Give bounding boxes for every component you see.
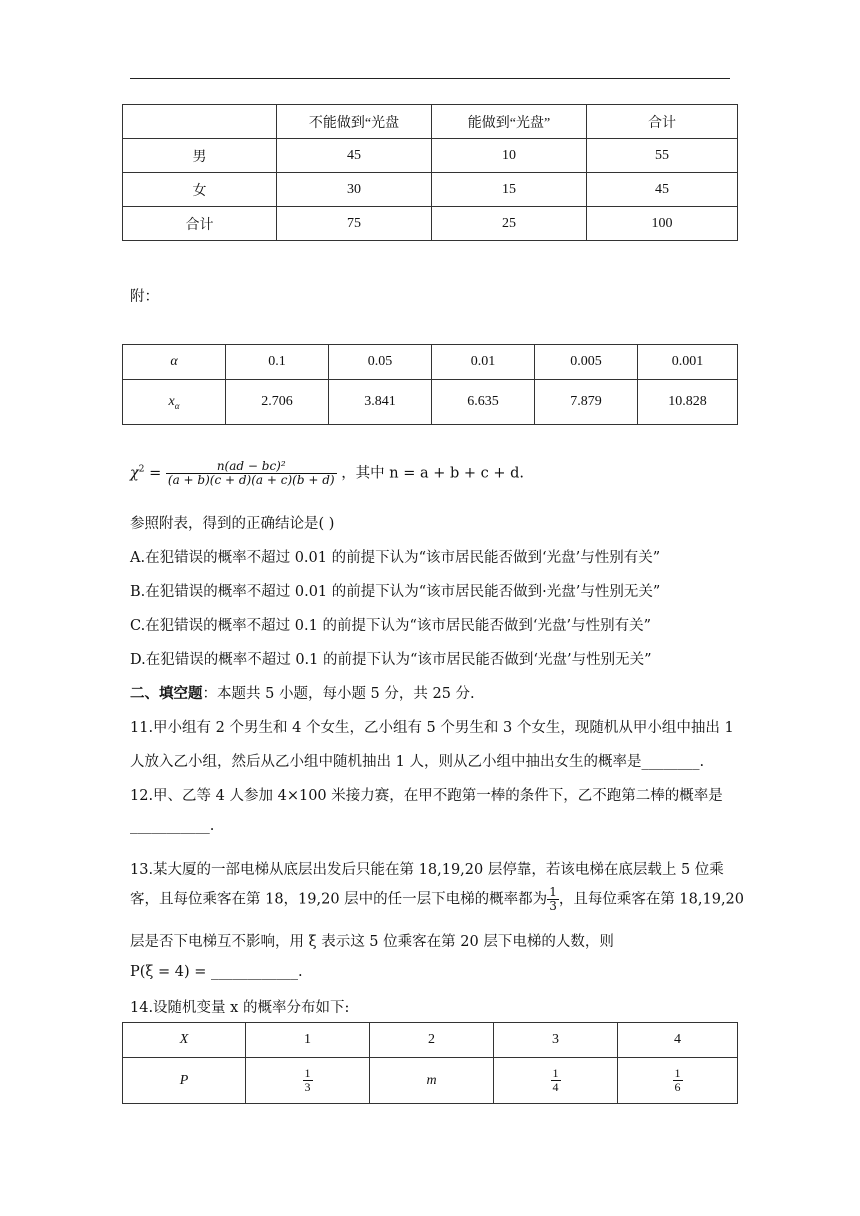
fraction-numerator: 1 (552, 1066, 559, 1080)
table-cell (618, 1058, 738, 1104)
table-row (123, 1023, 738, 1058)
fraction-denominator: 6 (674, 1080, 681, 1094)
table-cell (494, 1058, 618, 1104)
table-row (123, 345, 738, 380)
table-header-row (123, 105, 738, 139)
section-desc: ：本题共 5 小题，每小题 5 分，共 25 分. (202, 686, 475, 702)
table-cell: 女 (123, 173, 277, 207)
fraction (673, 1067, 683, 1094)
fraction-denominator: 3 (304, 1080, 311, 1094)
q13-line3: 层是否下电梯互不影响，用 ξ 表示这 5 位乘客在第 20 层下电梯的人数，则 (130, 934, 614, 950)
formula-numerator: n(ad − bc)² (166, 460, 337, 474)
q12-line1: 12.甲、乙等 4 人参加 4×100 米接力赛，在甲不跑第一棒的条件下，乙不跑第二棒的概率是 (130, 788, 723, 804)
table-cell: 0.005 (535, 345, 638, 380)
table-cell: 1 (246, 1023, 370, 1058)
fraction (303, 1067, 313, 1094)
x-row-label: X (123, 1023, 246, 1058)
q13-line4: P(ξ = 4) = ____________. (130, 964, 303, 980)
q13-line1: 13.某大厦的一部电梯从底层出发后只能在第 18,19,20 层停靠，若该电梯在底层载上 5 位乘 (130, 862, 724, 878)
alpha-label: α (123, 345, 226, 380)
option-b: B.在犯错误的概率不超过 0.01 的前提下认为“该市居民能否做到·光盘’与性别无关” (130, 584, 661, 600)
table-cell: 10.828 (638, 380, 738, 425)
q14-stem: 14.设随机变量 x 的概率分布如下: (130, 1000, 350, 1016)
table-cell: 30 (277, 173, 432, 207)
table-header-cell: 合计 (587, 105, 738, 139)
fraction (551, 1067, 561, 1094)
table-cell: 25 (432, 207, 587, 241)
table-row (123, 139, 738, 173)
formula-denominator: (a + b)(c + d)(a + c)(b + d) (167, 473, 335, 487)
x-label-sub: α (174, 400, 180, 411)
section-heading (130, 682, 475, 703)
question-stem: 参照附表，得到的正确结论是( ) (130, 516, 335, 532)
table-cell: 男 (123, 139, 277, 173)
q11-line1: 11.甲小组有 2 个男生和 4 个女生，乙小组有 5 个男生和 3 个女生，现随机从甲小组中抽出 1 (130, 720, 734, 736)
table-header-cell: 不能做到“光盘 (277, 105, 432, 139)
q13-line2-b: ，且每位乘客在第 18,19,20 (558, 891, 745, 908)
table-cell: 55 (587, 139, 738, 173)
table-cell: 75 (277, 207, 432, 241)
chi-symbol: χ (130, 465, 139, 482)
table-cell: 4 (618, 1023, 738, 1058)
fraction-numerator: 1 (674, 1066, 681, 1080)
table-cell: 0.1 (226, 345, 329, 380)
table-cell: 6.635 (432, 380, 535, 425)
table-cell (123, 105, 277, 139)
table-cell: 2 (370, 1023, 494, 1058)
q13-line2 (130, 886, 744, 913)
table-cell: 45 (277, 139, 432, 173)
appendix-label: 附： (130, 289, 159, 305)
p-row-label: P (123, 1058, 246, 1104)
table-cell: 2.706 (226, 380, 329, 425)
table-cell (246, 1058, 370, 1104)
equals-sign: = (144, 465, 166, 482)
table-cell: 合计 (123, 207, 277, 241)
fraction-numerator: 1 (304, 1066, 311, 1080)
option-c: C.在犯错误的概率不超过 0.1 的前提下认为“该市居民能否做到‘光盘’与性别有关” (130, 618, 652, 634)
table-cell: 3 (494, 1023, 618, 1058)
table-row (123, 207, 738, 241)
table-cell: 100 (587, 207, 738, 241)
table-cell: 0.01 (432, 345, 535, 380)
table-cell: 45 (587, 173, 738, 207)
fraction-denominator: 4 (552, 1080, 559, 1094)
chi-square-formula (130, 460, 524, 487)
table-row (123, 1058, 738, 1104)
table-cell: 0.05 (329, 345, 432, 380)
table-cell: 3.841 (329, 380, 432, 425)
x-label-main: x (168, 393, 175, 409)
formula-tail: ，其中 n = a + b + c + d. (341, 465, 525, 482)
table-cell: m (370, 1058, 494, 1104)
q13-line2-a: 客，且每位乘客在第 18，19,20 层中的任一层下电梯的概率都为 (130, 891, 548, 908)
option-a: A.在犯错误的概率不超过 0.01 的前提下认为“该市居民能否做到‘光盘’与性别有关” (130, 550, 661, 566)
table-row (123, 173, 738, 207)
q12-line2: ___________. (130, 818, 215, 834)
fraction-denominator: 3 (549, 899, 557, 913)
section-title: 二、填空题 (130, 685, 203, 702)
q11-line2: 人放入乙小组，然后从乙小组中随机抽出 1 人，则从乙小组中抽出女生的概率是________. (130, 754, 705, 770)
table-row (123, 380, 738, 425)
x-alpha-label (123, 380, 226, 425)
probability-distribution-table (122, 1022, 738, 1104)
option-d: D.在犯错误的概率不超过 0.1 的前提下认为“该市居民能否做到‘光盘’与性别无关” (130, 652, 652, 668)
table-cell: 10 (432, 139, 587, 173)
chi-power: 2 (138, 464, 145, 475)
contingency-table (122, 104, 738, 241)
header-rule (130, 78, 730, 79)
one-third-fraction (547, 886, 559, 913)
table-cell: 0.001 (638, 345, 738, 380)
critical-value-table (122, 344, 738, 425)
table-cell: 7.879 (535, 380, 638, 425)
table-cell: 15 (432, 173, 587, 207)
formula-fraction (166, 460, 337, 487)
table-header-cell: 能做到“光盘” (432, 105, 587, 139)
fraction-numerator: 1 (549, 885, 557, 899)
